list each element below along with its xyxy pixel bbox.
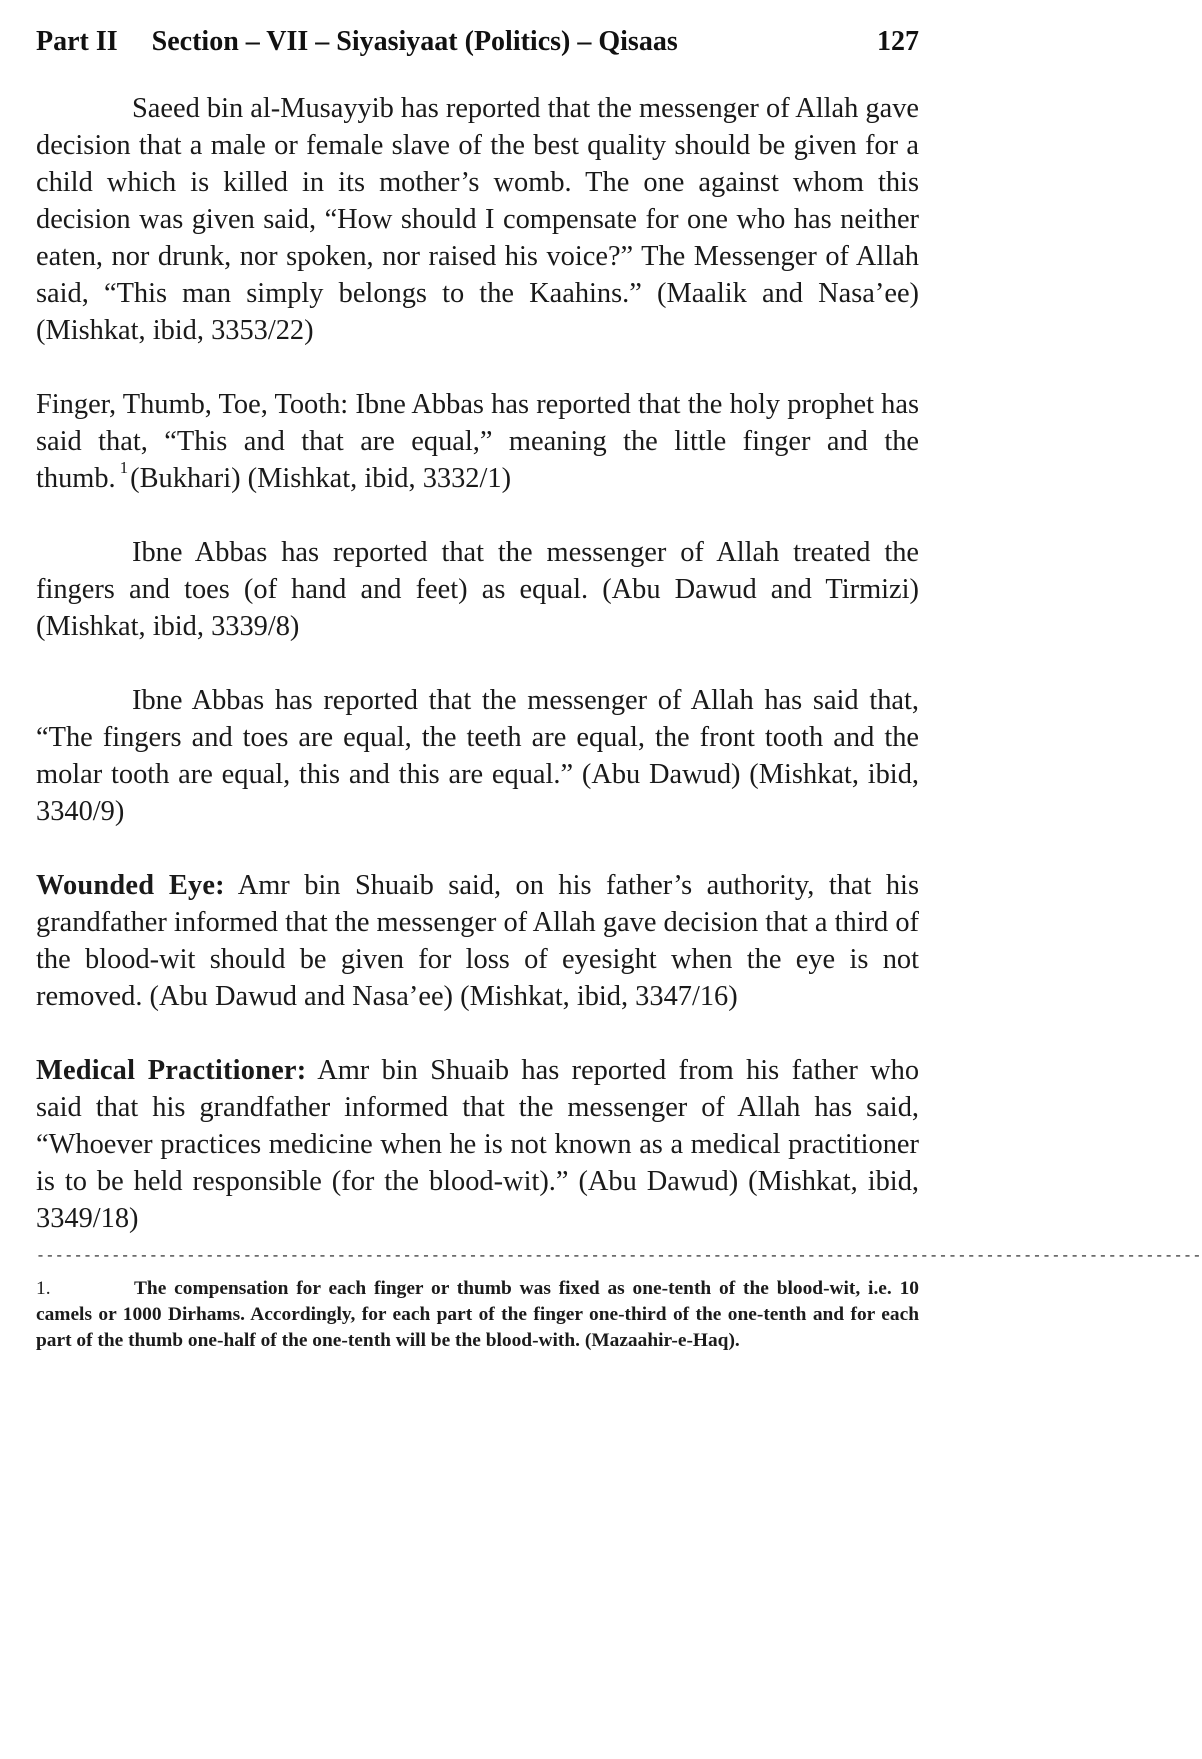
book-page: [36, 24, 1202, 1354]
footnote-text: The compensation for each finger or thumb was fixed as one-tenth of the blood-wit, i.e. 10 camels or 1000 Dirhams. Accordingly, for each part of the finger one-third of the one-tenth and for each part of the thumb one-half of the one-tenth will be the blood-with. (Mazaahir-e-Haq).: [36, 1278, 919, 1351]
paragraph-fingers-toes: Ibne Abbas has reported that the messenger of Allah treated the fingers and toes (of hand and feet) as equal. (Abu Dawud and Tirmizi) (Mishkat, ibid, 3339/8): [36, 537, 919, 642]
wounded-eye-text: Amr bin Shuaib said, on his father’s authority, that his grandfather informed that the messenger of Allah gave decision that a third of the blood-wit should be given for loss of eyesight when the eye is not removed. (Abu Dawud and Nasa’ee) (Mishkat, ibid, 3347/16): [36, 870, 919, 1012]
paragraph-saeed-hadith: Saeed bin al-Musayyib has reported that the messenger of Allah gave decision that a male or female slave of the best quality should be given for a child which is killed in its mother’s womb. The one against whom this decision was given said, “How should I compensate for one who has neither eaten, nor drunk, nor spoken, nor raised his voice?” The Messenger of Allah said, “This man simply belongs to the Kaahins.” (Maalik and Nasa’ee) (Mishkat, ibid, 3353/22): [36, 93, 919, 346]
paragraph-teeth-equal: Ibne Abbas has reported that the messenger of Allah has said that, “The fingers and toes are equal, the teeth are equal, the front tooth and the molar tooth are equal, this and this are equal.” (Abu Dawud) (Mishkat, ibid, 3340/9): [36, 685, 919, 827]
finger-thumb-citation: (Bukhari) (Mishkat, ibid, 3332/1): [130, 463, 512, 494]
paragraph-medical-practitioner: [36, 1052, 919, 1237]
finger-thumb-text: Finger, Thumb, Toe, Tooth: Ibne Abbas has reported that the holy prophet has said that, “This and that are equal,” meaning the little finger and the thumb.: [36, 389, 919, 494]
footnote-reference[interactable]: 1: [119, 457, 129, 477]
running-header: [36, 24, 919, 60]
medical-practitioner-text: Amr bin Shuaib has reported from his father who said that his grandfather informed that the messenger of Allah has said, “Whoever practices medicine when he is not known as a medical practitioner is to be held responsible (for the blood-wit).” (Abu Dawud) (Mishkat, ibid, 3349/18): [36, 1055, 920, 1234]
page-number: 127: [877, 26, 919, 57]
wounded-eye-heading: Wounded Eye:: [36, 870, 225, 901]
section-title: Section – VII – Siyasiyaat (Politics) – Qisaas: [151, 26, 678, 57]
footnote: [36, 1276, 919, 1354]
footnote-separator: ----------------------------------------------------------------------------------------------------------------------------: [36, 1248, 1202, 1265]
part-label: Part II: [36, 26, 118, 57]
paragraph-wounded-eye: [36, 867, 919, 1015]
paragraph-finger-thumb: [36, 386, 919, 497]
medical-practitioner-heading: Medical Practitioner:: [36, 1055, 307, 1086]
footnote-number: 1.: [36, 1278, 51, 1299]
